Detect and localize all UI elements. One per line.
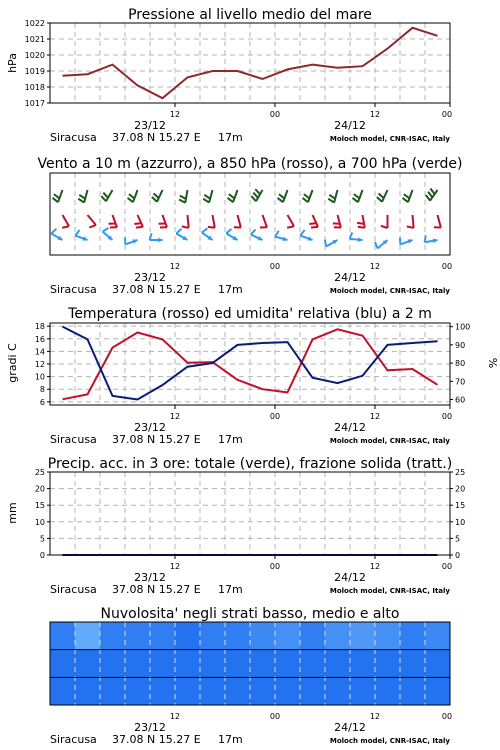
y-tick-label: 10 <box>34 372 45 382</box>
cloud-cell <box>125 650 151 678</box>
wind-barb <box>251 189 262 201</box>
wind-barb <box>228 190 238 202</box>
cloud-cell <box>150 622 176 650</box>
time-tick-label: 00 <box>441 262 453 271</box>
y-right-tick-label: 60 <box>455 395 466 405</box>
cloud-cell <box>275 677 301 705</box>
wind-barb <box>407 215 414 228</box>
barb-feather <box>53 198 59 202</box>
y-tick-label: 5 <box>39 534 45 544</box>
cloud-cell <box>125 622 151 650</box>
barb-feather <box>358 227 365 228</box>
panel-pressure <box>6 7 452 144</box>
wind-barb <box>202 228 213 240</box>
barb-feather <box>101 196 106 201</box>
time-tick-label: 12 <box>369 712 381 721</box>
y-tick-label: 15 <box>34 501 45 511</box>
wind-barb <box>62 215 69 228</box>
time-tick-label: 00 <box>269 110 281 119</box>
barb-shaft <box>288 215 295 226</box>
y-right-tick-label: 5 <box>455 534 461 544</box>
wind-barb <box>275 231 288 241</box>
date-label: 23/12 <box>134 119 166 132</box>
barb-shaft <box>185 190 187 203</box>
wind-barb <box>400 237 412 244</box>
wind-barb <box>303 190 313 202</box>
barb-feather <box>354 194 360 198</box>
cloud-cell <box>300 677 326 705</box>
y-right-tick-label: 0 <box>455 551 461 560</box>
barb-feather <box>51 229 56 234</box>
station-coords: 37.08 N 15.27 E <box>112 583 201 596</box>
temp-ylabel: gradi C <box>6 343 19 383</box>
barb-head <box>358 237 363 242</box>
cloud-cell <box>100 650 126 678</box>
cloud-cell <box>300 622 326 650</box>
station-name: Siracusa <box>50 583 97 596</box>
barb-feather <box>350 232 353 238</box>
barb-feather <box>357 223 364 224</box>
barb-feather <box>430 189 434 195</box>
cloud-cell <box>75 677 101 705</box>
wind-barb <box>128 190 138 202</box>
barb-feather <box>303 198 309 202</box>
barb-feather <box>176 229 181 234</box>
panel-temperature-humidity <box>6 306 499 446</box>
wind-barb <box>159 215 167 227</box>
barb-feather <box>154 193 159 198</box>
station-elevation: 17m <box>218 131 243 144</box>
barb-feather <box>152 197 157 202</box>
barb-feather <box>204 195 210 199</box>
barb-feather <box>329 195 335 199</box>
model-credit: Moloch model, CNR-ISAC, Italy <box>329 737 450 745</box>
barb-shaft <box>138 215 143 227</box>
wind-barb <box>208 215 215 228</box>
station-elevation: 17m <box>218 733 243 746</box>
wind-barb <box>377 190 388 202</box>
wind-barb <box>182 215 189 228</box>
y-right-tick-label: 100 <box>455 322 471 332</box>
barb-feather <box>425 235 426 242</box>
cloud-cell <box>250 677 276 705</box>
y-tick-label: 1019 <box>24 67 45 76</box>
station-name: Siracusa <box>50 131 97 144</box>
pressure-title: Pressione al livello medio del mare <box>128 7 372 23</box>
barb-shaft <box>188 215 189 228</box>
wind-barb <box>152 190 163 202</box>
barb-feather <box>203 199 209 203</box>
y-tick-label: 18 <box>34 322 45 332</box>
barb-shaft <box>58 190 62 202</box>
station-elevation: 17m <box>218 433 243 446</box>
wind-barb <box>179 190 187 203</box>
wind-barb <box>176 229 187 240</box>
cloud-cell <box>175 677 201 705</box>
panel-precipitation <box>6 456 465 596</box>
station-coords: 37.08 N 15.27 E <box>112 733 201 746</box>
wind-barb <box>260 215 267 227</box>
date-label: 23/12 <box>134 721 166 734</box>
cloud-cell <box>275 650 301 678</box>
barb-feather <box>253 193 258 198</box>
time-tick-label: 12 <box>169 562 181 571</box>
cloud-cell <box>400 622 426 650</box>
y-right-tick-label: 10 <box>455 517 466 527</box>
cloud-cell <box>200 677 226 705</box>
barb-feather <box>62 226 69 227</box>
wind-barb <box>251 229 263 240</box>
y-tick-label: 16 <box>34 334 45 344</box>
date-label: 24/12 <box>334 271 366 284</box>
barb-feather <box>279 194 285 198</box>
wind-barb <box>333 215 341 228</box>
barb-feather <box>251 229 256 234</box>
y-tick-label: 1021 <box>24 35 45 44</box>
panel-cloudiness <box>50 606 452 746</box>
model-credit: Moloch model, CNR-ISAC, Italy <box>329 287 450 295</box>
barb-shaft <box>313 215 318 227</box>
wind-barb <box>350 232 363 242</box>
barb-feather <box>328 199 334 203</box>
barb-feather <box>89 225 95 228</box>
barb-feather <box>180 196 186 199</box>
cloud-cell <box>100 677 126 705</box>
cloud-cell <box>375 622 401 650</box>
barb-shaft <box>213 215 215 228</box>
wind-barb <box>51 229 62 240</box>
barb-shaft <box>334 190 337 203</box>
cloud-cell <box>125 677 151 705</box>
cloud-cell <box>50 677 76 705</box>
cloud-cell <box>300 650 326 678</box>
wind-barb <box>426 189 438 201</box>
barb-feather <box>228 198 234 202</box>
y-tick-label: 1018 <box>24 83 45 92</box>
wind-barb <box>287 215 294 228</box>
barb-feather <box>287 226 294 227</box>
station-coords: 37.08 N 15.27 E <box>112 283 201 296</box>
time-tick-label: 12 <box>369 412 381 421</box>
wind-barb <box>53 190 63 202</box>
y-tick-label: 1017 <box>24 99 45 108</box>
time-tick-label: 00 <box>441 562 453 571</box>
barb-feather <box>128 198 134 202</box>
cloud-cell <box>375 650 401 678</box>
barb-feather <box>403 198 409 202</box>
y-tick-label: 10 <box>34 517 45 527</box>
barb-feather <box>103 193 108 198</box>
wind-barb <box>125 237 137 244</box>
barb-shaft <box>413 215 414 228</box>
y-tick-label: 1020 <box>24 51 45 60</box>
y-right-tick-label: 15 <box>455 501 466 511</box>
precip-title: Precip. acc. in 3 ore: totale (verde), frazione solida (tratt.) <box>47 456 453 472</box>
barb-feather <box>208 227 215 228</box>
date-label: 24/12 <box>334 421 366 434</box>
cloud-cell <box>400 650 426 678</box>
barb-feather <box>229 194 235 198</box>
barb-feather <box>404 194 410 198</box>
barb-feather <box>75 230 79 236</box>
cloud-cell <box>375 677 401 705</box>
cloud-cell <box>75 650 101 678</box>
barb-feather <box>311 227 318 228</box>
barb-feather <box>309 223 316 224</box>
pressure-ylabel: hPa <box>6 53 19 73</box>
barb-shaft <box>63 215 70 226</box>
cloud-cell <box>50 622 76 650</box>
barb-feather <box>353 198 359 202</box>
barb-shaft <box>382 190 387 202</box>
wind-barb <box>375 240 388 248</box>
panel-wind <box>37 156 462 296</box>
barb-shaft <box>263 215 267 227</box>
barb-feather <box>325 240 326 247</box>
wind-barb <box>403 190 413 202</box>
barb-feather <box>278 198 284 202</box>
wind-barb <box>109 215 117 227</box>
barb-shaft <box>233 190 237 202</box>
time-tick-label: 12 <box>169 262 181 271</box>
wind-barb <box>328 190 337 203</box>
cloud-cell <box>250 650 276 678</box>
y-right-tick-label: 80 <box>455 359 466 369</box>
y-tick-label: 8 <box>39 385 45 395</box>
cloud-cell <box>150 677 176 705</box>
barb-shaft <box>308 190 312 202</box>
time-tick-label: 00 <box>269 262 281 271</box>
cloud-cell <box>100 622 126 650</box>
barb-feather <box>377 197 382 202</box>
wind-barb <box>353 190 363 202</box>
barb-shaft <box>338 215 341 228</box>
barb-feather <box>304 194 310 198</box>
wind-barb <box>234 215 241 228</box>
precip-ylabel: mm <box>6 502 19 524</box>
date-label: 23/12 <box>134 571 166 584</box>
wind-barb <box>309 215 318 228</box>
station-name: Siracusa <box>50 733 97 746</box>
cloud-cell <box>225 677 251 705</box>
wind-barb <box>300 230 312 241</box>
time-tick-label: 12 <box>169 110 181 119</box>
barb-shaft <box>363 215 365 228</box>
y-tick-label: 25 <box>34 468 45 477</box>
wind-title: Vento a 10 m (azzurro), a 850 hPa (rosso), a 700 hPa (verde) <box>37 156 463 172</box>
station-coords: 37.08 N 15.27 E <box>112 433 201 446</box>
barb-shaft <box>358 190 362 202</box>
temp-title: Temperatura (rosso) ed umidita' relativa (blu) a 2 m <box>68 306 432 322</box>
barb-feather <box>78 199 84 203</box>
barb-feather <box>54 194 60 198</box>
time-tick-label: 00 <box>441 110 453 119</box>
cloud-cell <box>200 622 226 650</box>
humidity-ylabel: % <box>486 357 499 369</box>
wind-barb <box>150 233 163 242</box>
cloud-cell <box>425 650 451 678</box>
date-label: 24/12 <box>334 119 366 132</box>
station-elevation: 17m <box>218 283 243 296</box>
cloud-cell <box>425 622 451 650</box>
barb-feather <box>379 193 384 198</box>
wind-barb <box>325 240 338 247</box>
y-tick-label: 20 <box>34 484 45 494</box>
barb-shaft <box>408 190 412 202</box>
y-right-tick-label: 90 <box>455 340 466 350</box>
barb-feather <box>136 227 143 228</box>
barb-feather <box>226 229 231 234</box>
time-tick-label: 12 <box>369 110 381 119</box>
wind-barb <box>101 190 112 201</box>
barb-shaft <box>438 215 441 228</box>
date-label: 23/12 <box>134 421 166 434</box>
cloud-cell <box>325 677 351 705</box>
wind-barb <box>203 190 212 203</box>
cloud-cell <box>350 650 376 678</box>
time-tick-label: 00 <box>269 562 281 571</box>
date-label: 24/12 <box>334 721 366 734</box>
cloud-cell <box>325 622 351 650</box>
wind-barb <box>278 190 288 202</box>
wind-barb <box>75 230 87 241</box>
barb-shaft <box>133 190 137 202</box>
station-elevation: 17m <box>218 583 243 596</box>
station-coords: 37.08 N 15.27 E <box>112 131 201 144</box>
model-credit: Moloch model, CNR-ISAC, Italy <box>329 587 450 595</box>
cloud-cell <box>50 650 76 678</box>
wind-barb <box>425 235 438 243</box>
barb-shaft <box>238 215 241 228</box>
cloud-cell <box>175 650 201 678</box>
wind-barb <box>381 215 388 228</box>
cloud-cell <box>425 677 451 705</box>
cloud-cell <box>400 677 426 705</box>
y-tick-label: 1022 <box>24 19 45 28</box>
barb-head <box>158 238 162 243</box>
time-tick-label: 00 <box>269 412 281 421</box>
y-right-tick-label: 70 <box>455 377 466 387</box>
cloud-cell <box>325 650 351 678</box>
cloud-cell <box>225 650 251 678</box>
wind-barb <box>434 215 441 228</box>
barb-shaft <box>283 190 287 202</box>
barb-feather <box>179 200 185 203</box>
barb-feather <box>103 228 109 232</box>
barb-feather <box>129 194 135 198</box>
model-credit: Moloch model, CNR-ISAC, Italy <box>329 135 450 143</box>
barb-feather <box>202 228 208 232</box>
barb-feather <box>134 223 141 224</box>
wind-barb <box>357 215 365 228</box>
cloud-cell <box>275 622 301 650</box>
barb-feather <box>300 230 304 236</box>
barb-shaft <box>157 190 162 202</box>
cloud-cell <box>250 622 276 650</box>
cloud-cell <box>175 622 201 650</box>
barb-feather <box>251 196 256 201</box>
wind-barb <box>103 228 113 240</box>
model-credit: Moloch model, CNR-ISAC, Italy <box>329 437 450 445</box>
wind-barb <box>226 229 237 240</box>
barb-feather <box>255 189 260 194</box>
station-name: Siracusa <box>50 283 97 296</box>
time-tick-label: 00 <box>269 712 281 721</box>
time-tick-label: 12 <box>369 262 381 271</box>
wind-barb <box>88 215 96 228</box>
y-right-tick-label: 20 <box>455 484 466 494</box>
barb-feather <box>275 231 279 237</box>
barb-shaft <box>209 190 212 203</box>
cloud-cell <box>200 650 226 678</box>
barb-shaft <box>113 215 117 227</box>
date-label: 23/12 <box>134 271 166 284</box>
barb-feather <box>426 195 430 201</box>
barb-feather <box>428 192 432 198</box>
cloud-cell <box>350 622 376 650</box>
time-tick-label: 00 <box>441 712 453 721</box>
time-tick-label: 12 <box>369 562 381 571</box>
barb-shaft <box>84 190 87 203</box>
station-name: Siracusa <box>50 433 97 446</box>
cloud-cell <box>150 650 176 678</box>
time-tick-label: 12 <box>169 412 181 421</box>
time-tick-label: 00 <box>441 412 453 421</box>
barb-shaft <box>163 215 167 227</box>
barb-shaft <box>88 215 96 225</box>
cloud-cell <box>225 622 251 650</box>
time-tick-label: 12 <box>169 712 181 721</box>
cloud-cell <box>75 622 101 650</box>
y-tick-label: 6 <box>39 397 45 407</box>
cloud-cell <box>350 677 376 705</box>
date-label: 24/12 <box>334 571 366 584</box>
y-tick-label: 12 <box>34 360 45 369</box>
cloud-title: Nuvolosita' negli strati basso, medio e alto <box>100 606 400 622</box>
y-right-tick-label: 25 <box>455 468 466 477</box>
wind-barb <box>134 215 143 228</box>
y-tick-label: 14 <box>34 347 45 357</box>
barb-feather <box>79 195 85 199</box>
wind-barb <box>78 190 87 203</box>
y-tick-label: 0 <box>39 551 45 560</box>
